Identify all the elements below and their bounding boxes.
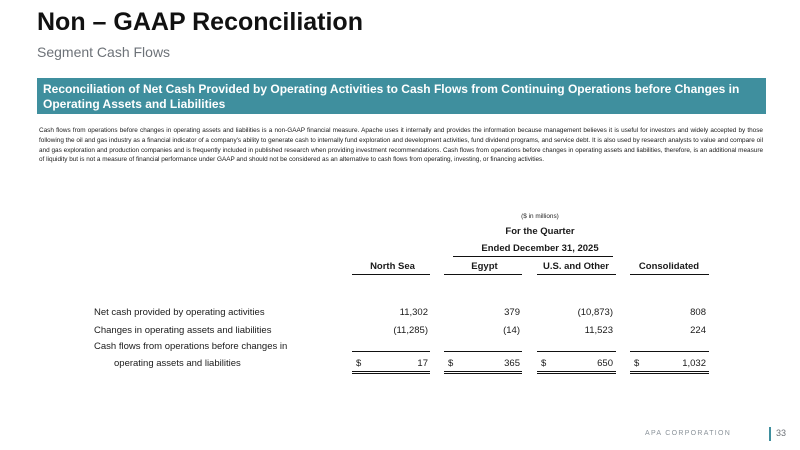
- row-label-changes: Changes in operating assets and liabilities: [94, 325, 272, 336]
- period-header-underline: [453, 256, 613, 257]
- footer-divider: [769, 427, 771, 441]
- sum-underline: [537, 351, 616, 352]
- cell-consolidated: 808: [690, 307, 706, 318]
- sum-underline: [630, 351, 709, 352]
- description-paragraph: Cash flows from operations before changes in operating assets and liabilities is a non-GAAP financial measure. Apache uses it internally and provides the information because management believes it is useful for investors and widely accepted by those following the oil and gas industry as a financial indicator of a company's ability to generate cash to internally fund exploration and development activities, fund dividend programs, and service debt. It is also used by research analysts to value and compare oil and gas exploration and production companies and is frequently included in published research when providing investment recommendations. Cash flows from operations before changes in operating assets and liabilities, therefore, is an additional measure of liquidity but is not a measure of financial performance under GAAP and should not be considered as an alternative to cash flows from operating, investing, or financing activities.: [39, 127, 763, 164]
- column-underline: [537, 274, 616, 275]
- total-double-underline: [444, 371, 522, 374]
- cell-north-sea: (11,285): [393, 325, 428, 336]
- page-number: 33: [776, 428, 787, 438]
- period-header-line2: Ended December 31, 2025: [481, 243, 599, 254]
- row-label-cash-flows-line2: operating assets and liabilities: [114, 358, 241, 369]
- row-label-net-cash: Net cash provided by operating activities: [94, 307, 265, 318]
- row-label-cash-flows-line1: Cash flows from operations before changes in: [94, 341, 288, 352]
- cell-north-sea: 17: [417, 358, 428, 369]
- sum-underline: [352, 351, 430, 352]
- column-header-north-sea: North Sea: [370, 261, 415, 272]
- total-double-underline: [630, 371, 709, 374]
- cell-us-other: 650: [597, 358, 613, 369]
- sum-underline: [444, 351, 522, 352]
- units-note: ($ in millions): [521, 213, 559, 220]
- page-subtitle: Segment Cash Flows: [37, 44, 171, 60]
- column-header-us-other: U.S. and Other: [543, 261, 609, 272]
- currency-symbol: $: [634, 358, 640, 369]
- page-title: Non – GAAP Reconciliation: [37, 8, 363, 36]
- total-double-underline: [537, 371, 616, 374]
- total-double-underline: [352, 371, 430, 374]
- column-underline: [630, 274, 709, 275]
- section-banner: Reconciliation of Net Cash Provided by Operating Activities to Cash Flows from Continuing Operations before Changes in Operating Assets and Liabilities: [37, 78, 766, 114]
- currency-symbol: $: [448, 358, 454, 369]
- cell-egypt: (14): [503, 325, 520, 336]
- company-name: APA CORPORATION: [645, 430, 732, 437]
- cell-us-other: (10,873): [577, 307, 613, 318]
- cell-us-other: 11,523: [584, 325, 613, 336]
- column-header-consolidated: Consolidated: [638, 261, 700, 272]
- period-header-line1: For the Quarter: [505, 226, 575, 237]
- cell-consolidated: 1,032: [682, 358, 706, 369]
- cell-egypt: 379: [504, 307, 520, 318]
- column-underline: [352, 274, 430, 275]
- currency-symbol: $: [541, 358, 547, 369]
- currency-symbol: $: [356, 358, 362, 369]
- cell-north-sea: 11,302: [399, 307, 428, 318]
- column-header-egypt: Egypt: [471, 261, 498, 272]
- cell-consolidated: 224: [690, 325, 706, 336]
- cell-egypt: 365: [504, 358, 520, 369]
- column-underline: [444, 274, 522, 275]
